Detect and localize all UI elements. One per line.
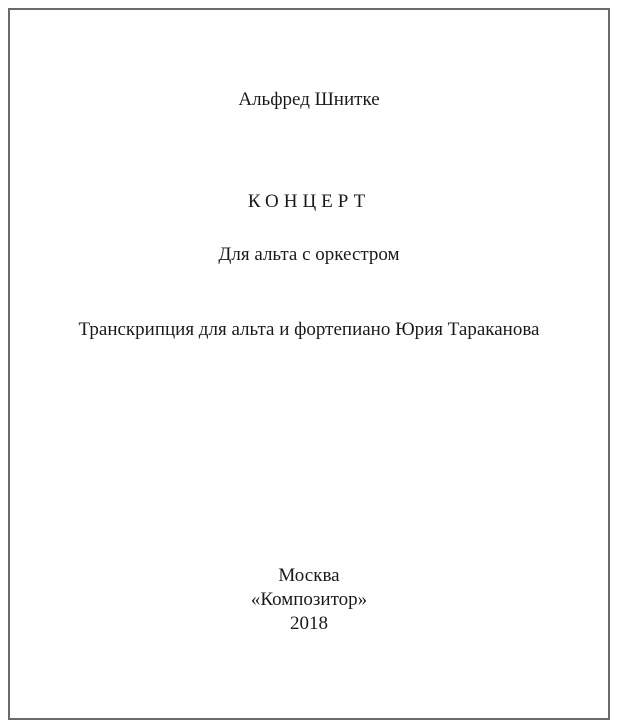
work-subtitle: Для альта с оркестром — [218, 244, 400, 265]
author-name: Альфред Шнитке — [238, 89, 380, 110]
imprint-publisher: «Композитор» — [250, 589, 368, 610]
imprint-city: Москва — [278, 565, 340, 586]
title-page — [8, 8, 610, 720]
transcription-credit: Транскрипция для альта и фортепиано Юрия Тараканова — [78, 319, 540, 340]
work-title: КОНЦЕРТ — [247, 191, 371, 212]
imprint-year: 2018 — [290, 613, 328, 634]
